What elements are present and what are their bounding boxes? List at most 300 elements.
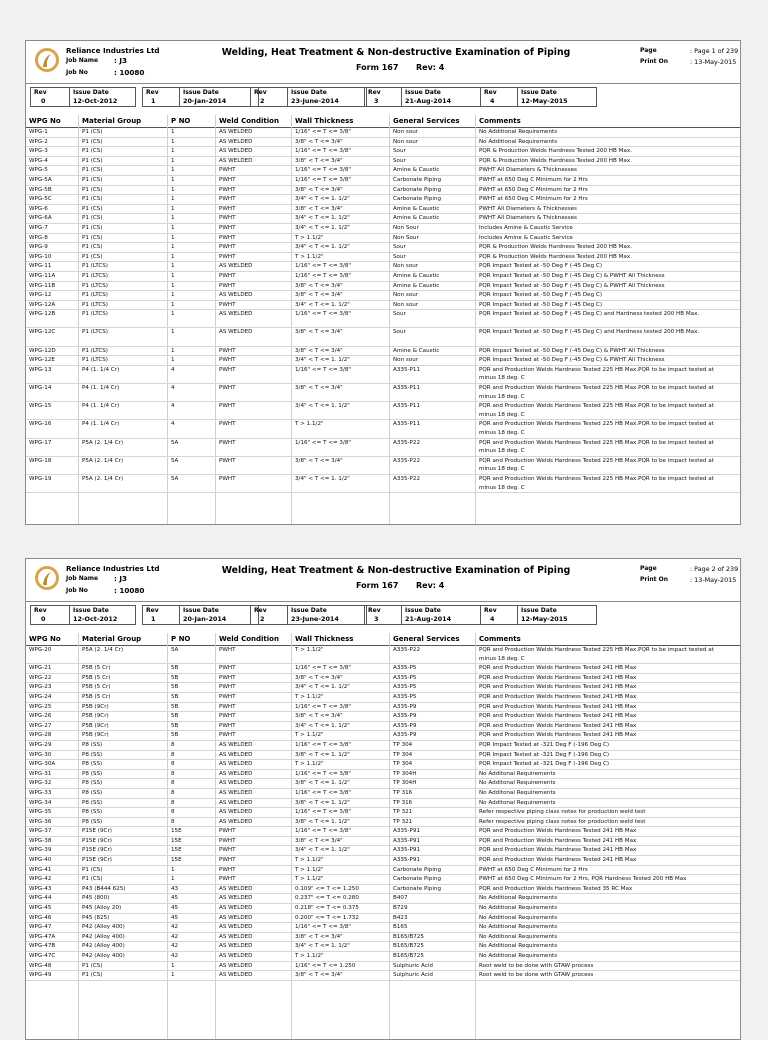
wall-thickness-cell: 3/8" < T <= 1. 1/2": [295, 780, 350, 787]
wpg-no-cell: WPG-47A: [29, 933, 56, 940]
comments-cell: PWHT All Diameters & Thicknesses: [479, 205, 577, 212]
general-services-cell: TP 304H: [393, 770, 417, 777]
wpg-no-cell: WPG-23: [29, 684, 52, 691]
wall-thickness-cell: 3/8" < T <= 1. 1/2": [295, 818, 350, 825]
wall-thickness-cell: 3/4" < T <= 1. 1/2": [295, 301, 350, 308]
table-row: [26, 904, 740, 914]
material-group-cell: P1 (CS): [82, 186, 103, 193]
material-group-cell: P45 (Alloy 20): [82, 905, 122, 912]
p-no-cell: 5B: [171, 693, 179, 700]
comments-cell: Includes Amine & Caustic Service: [479, 234, 573, 241]
issue-date-label: Issue Date: [291, 607, 327, 614]
wpg-no-cell: WPG-44: [29, 895, 52, 902]
comments-cell: PQR and Production Welds Hardness Tested 225 HB Max.PQR to be impact tested at minus 18 deg. C: [479, 457, 714, 473]
material-group-cell: P8 (SS): [82, 751, 103, 758]
wall-thickness-cell: 0.109" <= T <= 1.250: [295, 885, 359, 892]
table-row: [26, 457, 740, 475]
wall-thickness-cell: 1/16" <= T <= 3/8": [295, 741, 351, 748]
table-row: [26, 914, 740, 924]
p-no-cell: 1: [171, 176, 175, 183]
rev-value: 3: [374, 615, 379, 623]
wpg-no-cell: WPG-17: [29, 439, 52, 446]
table-row: [26, 157, 740, 167]
issue-date-label: Issue Date: [73, 89, 109, 96]
general-services-cell: TP 304H: [393, 780, 417, 787]
column-header-comments: Comments: [479, 635, 521, 643]
weld-condition-cell: PWHT: [219, 857, 236, 864]
p-no-cell: 1: [171, 272, 175, 279]
table-row: [26, 770, 740, 780]
table-row: [26, 646, 740, 664]
p-no-cell: 4: [171, 421, 175, 428]
material-group-cell: P42 (Alloy 400): [82, 943, 125, 950]
general-services-cell: Carbonate Piping: [393, 186, 441, 193]
p-no-cell: 45: [171, 914, 179, 921]
general-services-cell: A335-P22: [393, 475, 421, 482]
wall-thickness-cell: T > 1.1/2": [295, 857, 324, 864]
table-row: [26, 923, 740, 933]
p-no-cell: 8: [171, 809, 175, 816]
revision-number: Rev: 4: [416, 63, 445, 72]
p-no-cell: 5A: [171, 647, 179, 653]
p-no-cell: 4: [171, 385, 175, 392]
table-row: [26, 384, 740, 402]
table-row: [26, 942, 740, 952]
material-group-cell: P1 (LTCS): [82, 357, 108, 364]
comments-cell: PWHT at 650 Deg C Minimum for 2 Hrs, PQR Hardness Tested 200 HB Max: [479, 876, 687, 883]
material-group-cell: P5B (9Cr): [82, 713, 109, 720]
material-group-cell: P1 (CS): [82, 866, 103, 873]
wall-thickness-cell: 3/8" < T <= 3/4": [295, 282, 343, 289]
comments-cell: PQR Impact Tested at -50 Deg F (-45 Deg C) & PWHT All Thickness: [479, 282, 665, 289]
table-row: [26, 674, 740, 684]
weld-condition-cell: PWHT: [219, 282, 236, 289]
material-group-cell: P8 (SS): [82, 741, 103, 748]
weld-condition-cell: PWHT: [219, 665, 236, 672]
table-row: [26, 356, 740, 366]
wall-thickness-cell: 3/8" < T <= 3/4": [295, 933, 343, 940]
p-no-cell: 1: [171, 138, 175, 145]
rev-label: Rev: [368, 89, 381, 96]
general-services-cell: A335-P91: [393, 837, 421, 844]
weld-condition-cell: AS WELDED: [219, 914, 253, 921]
wpg-no-cell: WPG-47B: [29, 943, 56, 950]
document-page-2: [25, 558, 741, 1040]
p-no-cell: 5B: [171, 674, 179, 681]
p-no-cell: 1: [171, 301, 175, 308]
comments-cell: PQR and Production Welds Hardness Tested 241 HB Max: [479, 857, 637, 864]
table-row: [26, 741, 740, 751]
table-row: [26, 366, 740, 384]
job-no-value: : 10080: [114, 586, 145, 595]
wpg-no-cell: WPG-8: [29, 234, 48, 241]
job-name-label: Job Name: [66, 575, 99, 582]
wpg-no-cell: WPG-9: [29, 244, 48, 251]
material-group-cell: P45 (800): [82, 895, 110, 902]
wall-thickness-cell: 1/16" <= T <= 3/8": [295, 770, 351, 777]
p-no-cell: 1: [171, 292, 175, 299]
wpg-no-cell: WPG-12A: [29, 301, 56, 308]
wpg-no-cell: WPG-16: [29, 421, 52, 428]
p-no-cell: 15E: [171, 857, 182, 864]
p-no-cell: 15E: [171, 828, 182, 835]
table-row: [26, 328, 740, 346]
weld-condition-cell: PWHT: [219, 732, 236, 739]
wall-thickness-cell: 3/4" < T <= 1. 1/2": [295, 196, 350, 203]
comments-cell: PQR and Production Welds Hardness Tested 241 HB Max: [479, 703, 637, 710]
wpg-no-cell: WPG-12D: [29, 347, 56, 354]
material-group-cell: P5A (2. 1/4 Cr): [82, 457, 124, 464]
p-no-cell: 42: [171, 953, 179, 959]
table-row: [26, 301, 740, 311]
issue-date-label: Issue Date: [521, 607, 557, 614]
p-no-cell: 1: [171, 234, 175, 241]
wpg-no-cell: WPG-11A: [29, 272, 56, 279]
issue-date-label: Issue Date: [73, 607, 109, 614]
weld-condition-cell: PWHT: [219, 385, 236, 392]
table-row: [26, 818, 740, 828]
wall-thickness-cell: 3/4" < T <= 1. 1/2": [295, 357, 350, 364]
revision-box: [480, 87, 597, 107]
general-services-cell: A335-P5: [393, 684, 417, 691]
weld-condition-cell: AS WELDED: [219, 924, 253, 931]
table-row: [26, 262, 740, 272]
wpg-no-cell: WPG-30A: [29, 761, 56, 768]
rev-label: Rev: [146, 607, 159, 614]
wpg-no-cell: WPG-11: [29, 263, 52, 270]
wall-thickness-cell: T > 1.1/2": [295, 866, 324, 873]
material-group-cell: P8 (SS): [82, 780, 103, 787]
job-no-label: Job No: [66, 587, 88, 594]
weld-condition-cell: PWHT: [219, 647, 236, 653]
wall-thickness-cell: T > 1.1/2": [295, 421, 324, 428]
p-no-cell: 43: [171, 885, 179, 892]
comments-cell: PQR Impact Tested at -50 Deg F (-45 Deg C) and Hardness tested 200 HB Max.: [479, 311, 700, 318]
wall-thickness-cell: 3/8" < T <= 3/4": [295, 292, 343, 299]
page-header: [26, 559, 740, 602]
wall-thickness-cell: 3/4" < T <= 1. 1/2": [295, 847, 350, 854]
weld-condition-cell: PWHT: [219, 847, 236, 854]
wall-thickness-cell: 3/4" < T <= 1. 1/2": [295, 403, 350, 410]
p-no-cell: 15E: [171, 837, 182, 844]
material-group-cell: P1 (CS): [82, 205, 103, 212]
wall-thickness-cell: 1/16" <= T <= 3/8": [295, 129, 351, 135]
rev-value: 0: [41, 97, 46, 105]
table-row: [26, 827, 740, 837]
wall-thickness-cell: 3/8" < T <= 1. 1/2": [295, 799, 350, 806]
wall-thickness-cell: 1/16" <= T <= 3/8": [295, 311, 351, 318]
p-no-cell: 1: [171, 196, 175, 203]
wpg-no-cell: WPG-34: [29, 799, 52, 806]
rev-value: 4: [490, 97, 495, 105]
column-header-general-services: General Services: [393, 635, 460, 643]
general-services-cell: TP 321: [393, 818, 413, 825]
page-number: : Page 1 of 239: [690, 47, 739, 55]
wall-thickness-cell: 1/16" <= T <= 3/8": [295, 665, 351, 672]
general-services-cell: A335-P22: [393, 647, 421, 653]
wpg-no-cell: WPG-37: [29, 828, 52, 835]
table-body: [26, 646, 740, 981]
weld-condition-cell: AS WELDED: [219, 905, 253, 912]
weld-condition-cell: PWHT: [219, 176, 236, 183]
weld-condition-cell: PWHT: [219, 828, 236, 835]
print-on-label: Print On: [640, 58, 669, 65]
revision-box: [480, 605, 597, 625]
comments-cell: PQR and Production Welds Hardness Tested 241 HB Max: [479, 665, 637, 672]
material-group-cell: P1 (CS): [82, 129, 103, 135]
weld-condition-cell: PWHT: [219, 475, 236, 482]
general-services-cell: Amine & Caustic: [393, 282, 440, 289]
weld-condition-cell: PWHT: [219, 421, 236, 428]
material-group-cell: P1 (LTCS): [82, 292, 108, 299]
issue-date-value: 20-Jan-2014: [183, 615, 227, 623]
material-group-cell: P1 (CS): [82, 167, 103, 174]
weld-condition-cell: PWHT: [219, 366, 236, 373]
general-services-cell: Non sour: [393, 129, 419, 135]
wall-thickness-cell: 3/8" < T <= 3/4": [295, 205, 343, 212]
table-row: [26, 402, 740, 420]
material-group-cell: P1 (CS): [82, 972, 103, 979]
p-no-cell: 45: [171, 895, 179, 902]
general-services-cell: B729: [393, 905, 408, 912]
p-no-cell: 8: [171, 780, 175, 787]
weld-condition-cell: AS WELDED: [219, 953, 253, 959]
wall-thickness-cell: 3/8" < T <= 3/4": [295, 457, 343, 464]
revision-box: [364, 87, 481, 107]
wpg-no-cell: WPG-45: [29, 905, 52, 912]
material-group-cell: P8 (SS): [82, 761, 103, 768]
p-no-cell: 1: [171, 972, 175, 979]
wpg-no-cell: WPG-32: [29, 780, 52, 787]
comments-cell: PQR and Production Welds Hardness Tested 225 HB Max.PQR to be impact tested at minus 18 deg. C: [479, 439, 714, 455]
p-no-cell: 5B: [171, 732, 179, 739]
rev-label: Rev: [368, 607, 381, 614]
column-header-material-group: Material Group: [82, 635, 142, 643]
wall-thickness-cell: 3/8" < T <= 3/4": [295, 347, 343, 354]
table-header: [26, 115, 740, 128]
p-no-cell: 1: [171, 167, 175, 174]
table-row: [26, 703, 740, 713]
table-row: [26, 439, 740, 457]
revision-box: [250, 87, 367, 107]
wall-thickness-cell: 3/4" < T <= 1. 1/2": [295, 943, 350, 950]
wpg-no-cell: WPG-18: [29, 457, 52, 464]
comments-cell: PQR and Production Welds Hardness Tested 241 HB Max: [479, 693, 637, 700]
column-header-general-services: General Services: [393, 117, 460, 125]
p-no-cell: 5A: [171, 457, 179, 464]
table-row: [26, 952, 740, 962]
wpg-no-cell: WPG-6: [29, 205, 48, 212]
table-row: [26, 799, 740, 809]
table-row: [26, 837, 740, 847]
weld-condition-cell: PWHT: [219, 186, 236, 193]
material-group-cell: P1 (LTCS): [82, 347, 108, 354]
revision-number: Rev: 4: [416, 581, 445, 590]
issue-date-label: Issue Date: [405, 607, 441, 614]
wpg-no-cell: WPG-42: [29, 876, 52, 883]
weld-condition-cell: AS WELDED: [219, 885, 253, 892]
company-name: Reliance Industries Ltd: [66, 564, 160, 573]
wpg-no-cell: WPG-10: [29, 253, 52, 260]
revision-box: [142, 605, 259, 625]
material-group-cell: P43 (B444 625): [82, 885, 126, 892]
table-row: [26, 885, 740, 895]
issue-date-value: 12-May-2015: [521, 615, 568, 623]
table-row: [26, 128, 740, 138]
comments-cell: Includes Amine & Caustic Service: [479, 224, 573, 231]
revision-box: [30, 87, 136, 107]
material-group-cell: P15E (9Cr): [82, 828, 112, 835]
general-services-cell: A335-P11: [393, 421, 421, 428]
p-no-cell: 8: [171, 741, 175, 748]
comments-cell: PQR & Production Welds Hardness Tested 200 HB Max.: [479, 148, 632, 155]
wpg-no-cell: WPG-24: [29, 693, 52, 700]
weld-condition-cell: AS WELDED: [219, 799, 253, 806]
general-services-cell: Amine & Caustic: [393, 272, 440, 279]
comments-cell: PWHT at 650 Deg C Minimum for 2 Hrs: [479, 186, 588, 193]
wall-thickness-cell: 0.218" <= T <= 0.375: [295, 905, 359, 912]
general-services-cell: Amine & Caustic: [393, 167, 440, 174]
wall-thickness-cell: 1/16" <= T <= 3/8": [295, 167, 351, 174]
p-no-cell: 1: [171, 215, 175, 222]
p-no-cell: 1: [171, 148, 175, 155]
comments-cell: PQR Impact Tested at -321 Deg F (-196 Deg C): [479, 761, 610, 768]
comments-cell: PQR and Production Welds Hardness Tested 225 HB Max.PQR to be impact tested at minus 18 deg. C: [479, 385, 714, 400]
rev-label: Rev: [34, 89, 47, 96]
wall-thickness-cell: 3/8" < T <= 1. 1/2": [295, 751, 350, 758]
wall-thickness-cell: T > 1.1/2": [295, 234, 324, 241]
comments-cell: PQR Impact Tested at -50 Deg F (-45 Deg C) & PWHT All Thickness: [479, 272, 665, 279]
p-no-cell: 1: [171, 311, 175, 318]
general-services-cell: Amine & Caustic: [393, 215, 440, 222]
material-group-cell: P8 (SS): [82, 809, 103, 816]
weld-condition-cell: AS WELDED: [219, 311, 253, 318]
weld-condition-cell: AS WELDED: [219, 741, 253, 748]
table-row: [26, 186, 740, 196]
wall-thickness-cell: 3/8" < T <= 3/4": [295, 837, 343, 844]
p-no-cell: 4: [171, 366, 175, 373]
wpg-no-cell: WPG-4: [29, 157, 48, 164]
comments-cell: Refer respective piping class notes for production weld test: [479, 818, 646, 825]
issue-date-label: Issue Date: [521, 89, 557, 96]
issue-date-value: 23-June-2014: [291, 615, 339, 623]
weld-condition-cell: PWHT: [219, 357, 236, 364]
p-no-cell: 5B: [171, 684, 179, 691]
material-group-cell: P5A (2. 1/4 Cr): [82, 439, 124, 446]
table-body: [26, 128, 740, 493]
wall-thickness-cell: 1/16" <= T <= 3/8": [295, 828, 351, 835]
weld-condition-cell: PWHT: [219, 301, 236, 308]
p-no-cell: 1: [171, 129, 175, 135]
job-no-value: : 10080: [114, 68, 145, 77]
issue-date-value: 23-June-2014: [291, 97, 339, 105]
table-row: [26, 166, 740, 176]
wpg-no-cell: WPG-40: [29, 857, 52, 864]
general-services-cell: Sour: [393, 311, 406, 318]
comments-cell: No Additonal Requirements: [479, 789, 556, 796]
p-no-cell: 1: [171, 876, 175, 883]
comments-cell: No Additional Requirements: [479, 129, 558, 135]
wpg-no-cell: WPG-12B: [29, 311, 56, 318]
wpg-no-cell: WPG-1: [29, 129, 48, 135]
revision-box: [30, 605, 136, 625]
material-group-cell: P1 (CS): [82, 224, 103, 231]
form-number: Form 167: [356, 63, 399, 72]
general-services-cell: A335-P9: [393, 713, 417, 720]
wpg-no-cell: WPG-33: [29, 789, 52, 796]
table-row: [26, 693, 740, 703]
comments-cell: No Additional Requirements: [479, 914, 558, 921]
wall-thickness-cell: 3/8" < T <= 3/4": [295, 157, 343, 164]
comments-cell: PQR & Production Welds Hardness Tested 200 HB Max.: [479, 244, 632, 251]
comments-cell: PQR Impact Tested at -50 Deg F (-45 Deg C): [479, 292, 602, 299]
general-services-cell: Carbonate Piping: [393, 885, 441, 892]
material-group-cell: P8 (SS): [82, 789, 103, 796]
material-group-cell: P4 (1. 1/4 Cr): [82, 403, 120, 410]
general-services-cell: A335-P5: [393, 693, 417, 700]
weld-condition-cell: PWHT: [219, 215, 236, 222]
document-page-1: [25, 40, 741, 525]
material-group-cell: P45 (825): [82, 914, 110, 921]
material-group-cell: P5B (5 Cr): [82, 684, 111, 691]
wpg-no-cell: WPG-49: [29, 972, 52, 979]
comments-cell: Root weld to be done with GTAW process: [479, 972, 594, 979]
material-group-cell: P4 (1. 1/4 Cr): [82, 421, 120, 428]
weld-condition-cell: AS WELDED: [219, 157, 253, 164]
material-group-cell: P15E (9Cr): [82, 857, 112, 864]
p-no-cell: 42: [171, 933, 179, 940]
weld-condition-cell: AS WELDED: [219, 933, 253, 940]
comments-cell: PQR and Production Welds Hardness Tested 225 HB Max.PQR to be impact tested at minus 18 deg. C: [479, 647, 714, 662]
wall-thickness-cell: 1/16" <= T <= 3/8": [295, 924, 351, 931]
wall-thickness-cell: T > 1.1/2": [295, 761, 324, 768]
wpg-no-cell: WPG-12E: [29, 357, 55, 364]
comments-cell: No Additional Requirements: [479, 953, 558, 959]
weld-condition-cell: PWHT: [219, 866, 236, 873]
table-row: [26, 760, 740, 770]
wall-thickness-cell: 3/8" < T <= 3/4": [295, 713, 343, 720]
p-no-cell: 8: [171, 761, 175, 768]
general-services-cell: Sour: [393, 148, 406, 155]
wpg-no-cell: WPG-2: [29, 138, 48, 145]
weld-condition-cell: PWHT: [219, 713, 236, 720]
wpg-no-cell: WPG-35: [29, 809, 52, 816]
weld-condition-cell: PWHT: [219, 722, 236, 729]
wall-thickness-cell: 3/8" < T <= 3/4": [295, 138, 343, 145]
material-group-cell: P1 (CS): [82, 215, 103, 222]
column-header-weld-condition: Weld Condition: [219, 117, 279, 125]
form-number: Form 167: [356, 581, 399, 590]
column-header-wpg-no: WPG No: [29, 117, 61, 125]
document-title: Welding, Heat Treatment & Non-destructive Examination of Piping: [221, 565, 571, 576]
print-on-value: : 13-May-2015: [690, 576, 737, 584]
wpg-no-cell: WPG-13: [29, 366, 52, 373]
wpg-no-cell: WPG-5A: [29, 176, 52, 183]
issue-date-value: 21-Aug-2014: [405, 97, 452, 105]
general-services-cell: TP 304: [393, 741, 413, 748]
comments-cell: PQR & Production Welds Hardness Tested 200 HB Max.: [479, 157, 632, 164]
general-services-cell: A335-P91: [393, 828, 421, 835]
page-label: Page: [640, 47, 657, 54]
general-services-cell: Carbonate Piping: [393, 866, 441, 873]
material-group-cell: P1 (LTCS): [82, 311, 108, 318]
column-header-wpg-no: WPG No: [29, 635, 61, 643]
comments-cell: PQR and Production Welds Hardness Tested 241 HB Max: [479, 828, 637, 835]
material-group-cell: P1 (CS): [82, 176, 103, 183]
material-group-cell: P15E (9Cr): [82, 837, 112, 844]
material-group-cell: P5A (2. 1/4 Cr): [82, 647, 124, 653]
table-row: [26, 789, 740, 799]
